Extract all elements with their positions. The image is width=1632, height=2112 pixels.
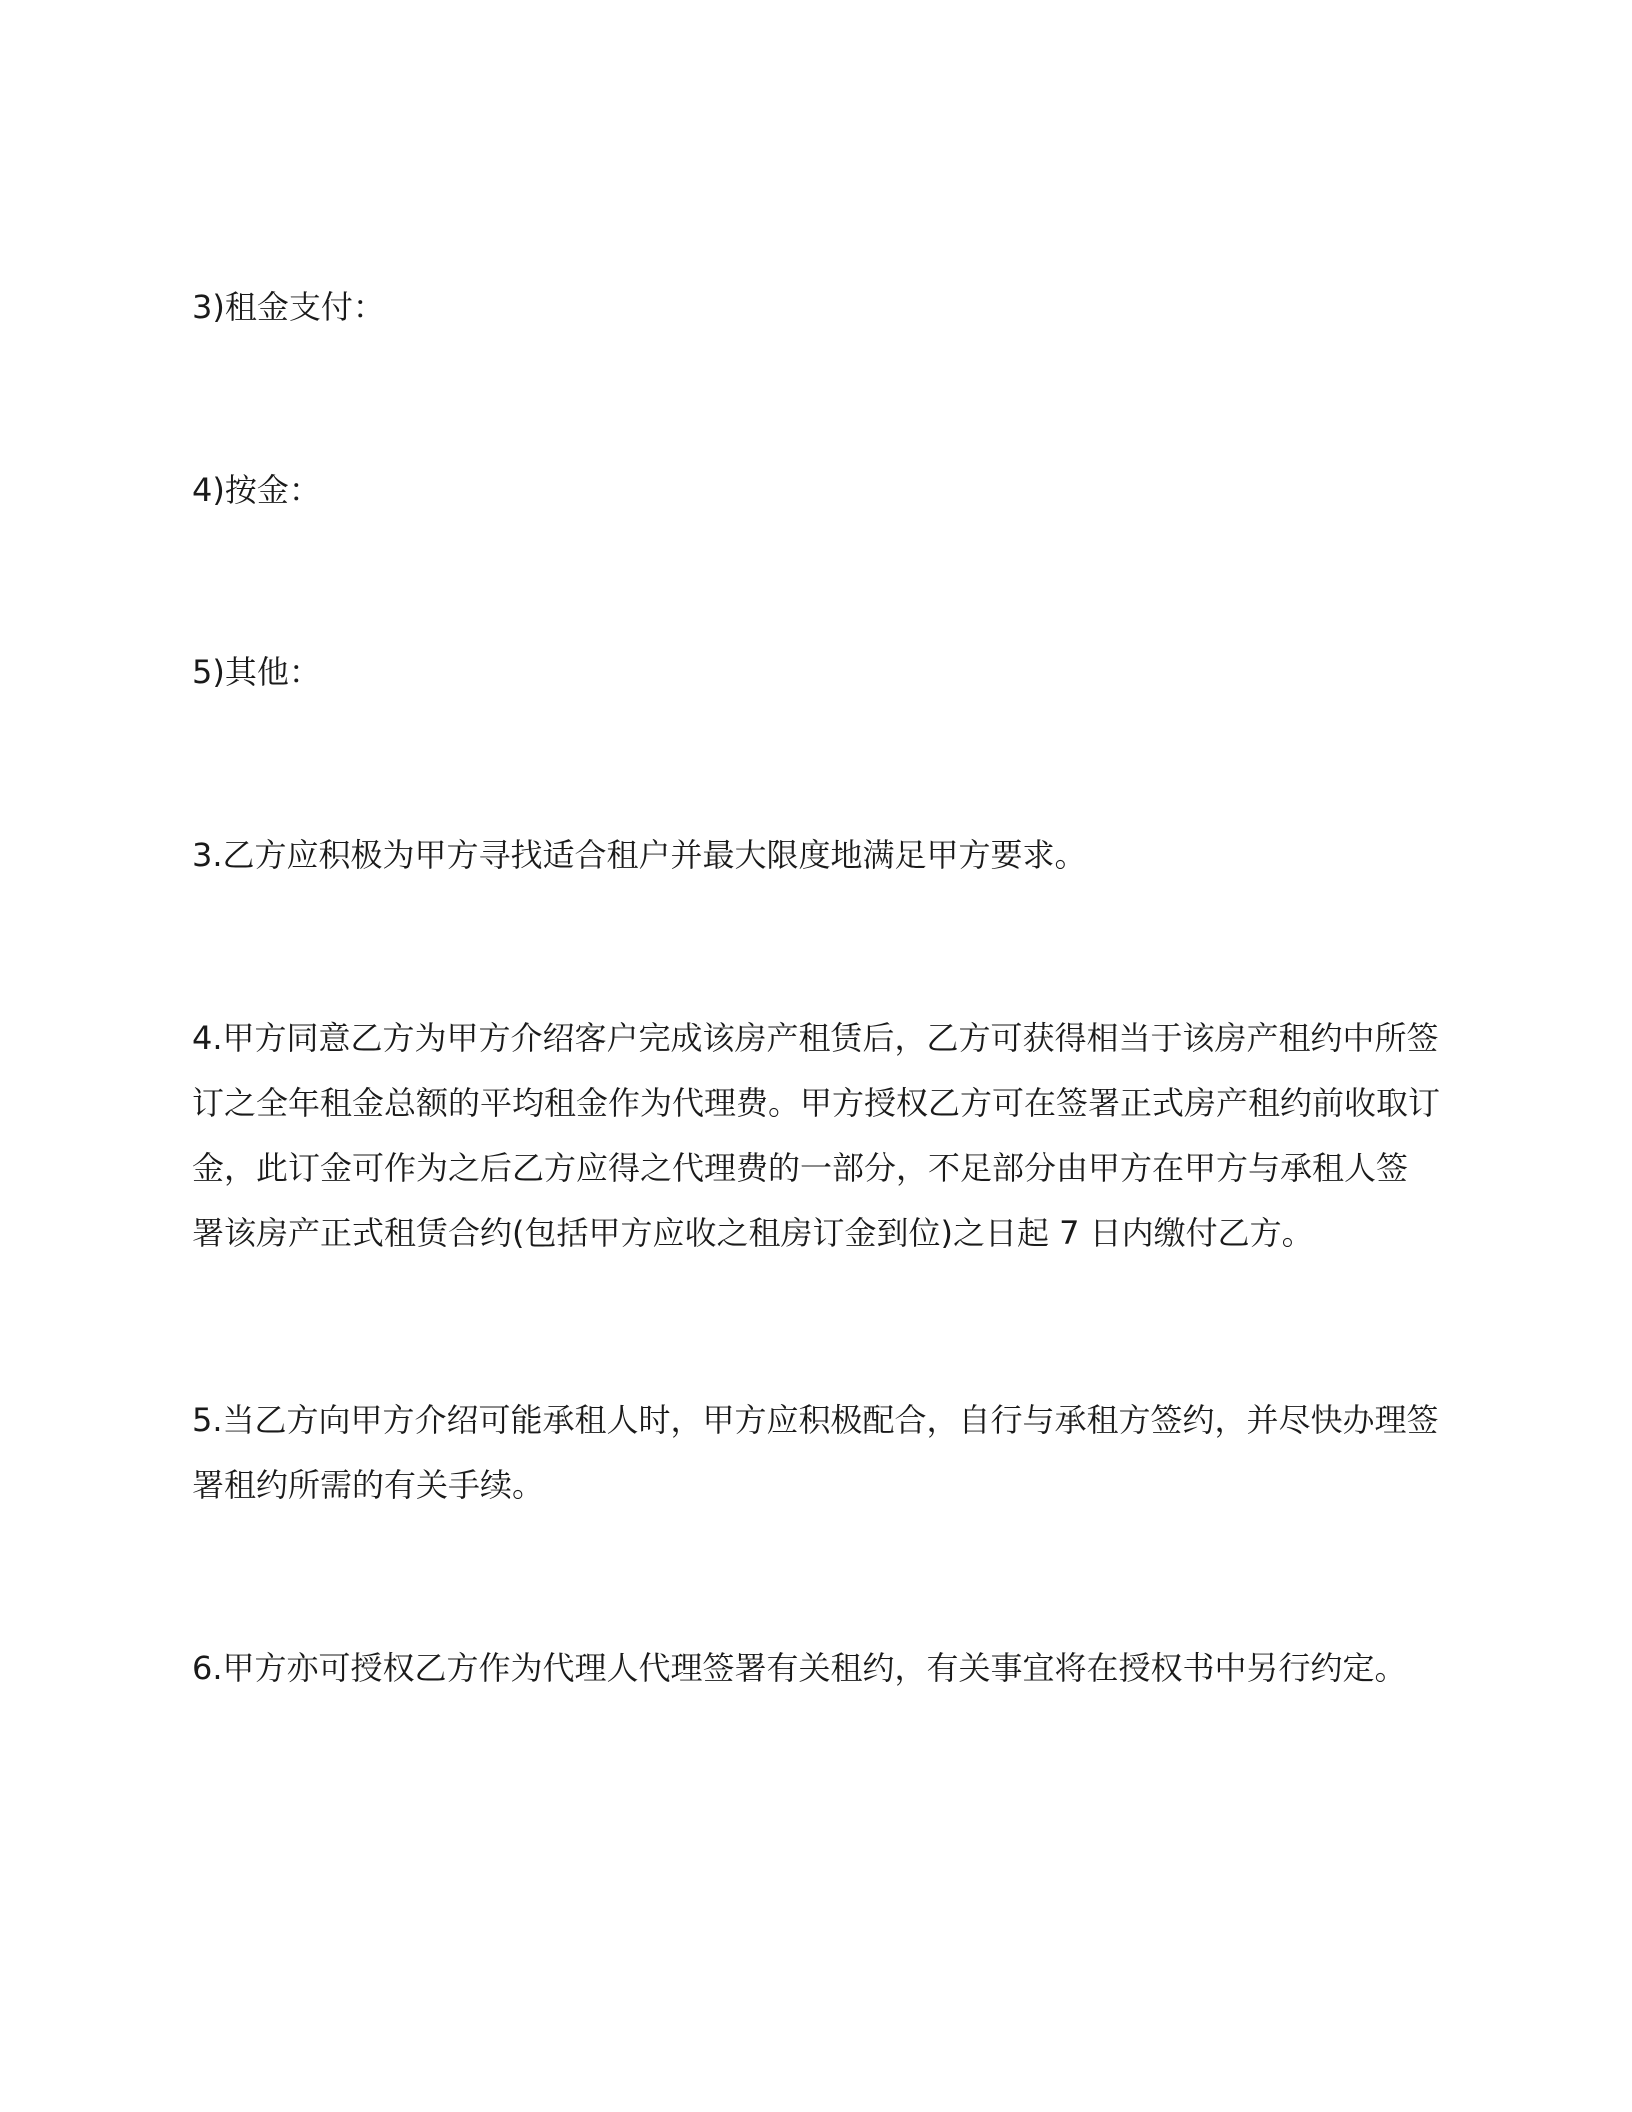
clause-3 <box>192 823 1452 888</box>
text-line: 4)按金： <box>192 471 321 509</box>
text-line: 署租约所需的有关手续。 <box>192 1466 545 1504</box>
clause-deposit <box>192 458 1452 523</box>
clause-4 <box>192 1006 1452 1266</box>
text-line: 3)租金支付： <box>192 288 385 326</box>
text-line: 4.甲方同意乙方为甲方介绍客户完成该房产租赁后，乙方可获得相当于该房产租约中所签 <box>192 1019 1439 1057</box>
text-line: 6.甲方亦可授权乙方作为代理人代理签署有关租约，有关事宜将在授权书中另行约定。 <box>192 1649 1407 1687</box>
clause-5 <box>192 1388 1452 1518</box>
text-line: 3.乙方应积极为甲方寻找适合租户并最大限度地满足甲方要求。 <box>192 836 1087 874</box>
text-line: 订之全年租金总额的平均租金作为代理费。甲方授权乙方可在签署正式房产租约前收取订 <box>192 1084 1441 1122</box>
clause-6 <box>192 1636 1452 1701</box>
clause-other <box>192 640 1452 705</box>
text-line: 署该房产正式租赁合约(包括甲方应收之租房订金到位)之日起 7 日内缴付乙方。 <box>192 1214 1314 1252</box>
clause-rent-payment <box>192 275 1452 340</box>
text-line: 金，此订金可作为之后乙方应得之代理费的一部分，不足部分由甲方在甲方与承租人签 <box>192 1149 1409 1187</box>
text-line: 5)其他： <box>192 653 321 691</box>
text-line: 5.当乙方向甲方介绍可能承租人时，甲方应积极配合，自行与承租方签约，并尽快办理签 <box>192 1401 1439 1439</box>
